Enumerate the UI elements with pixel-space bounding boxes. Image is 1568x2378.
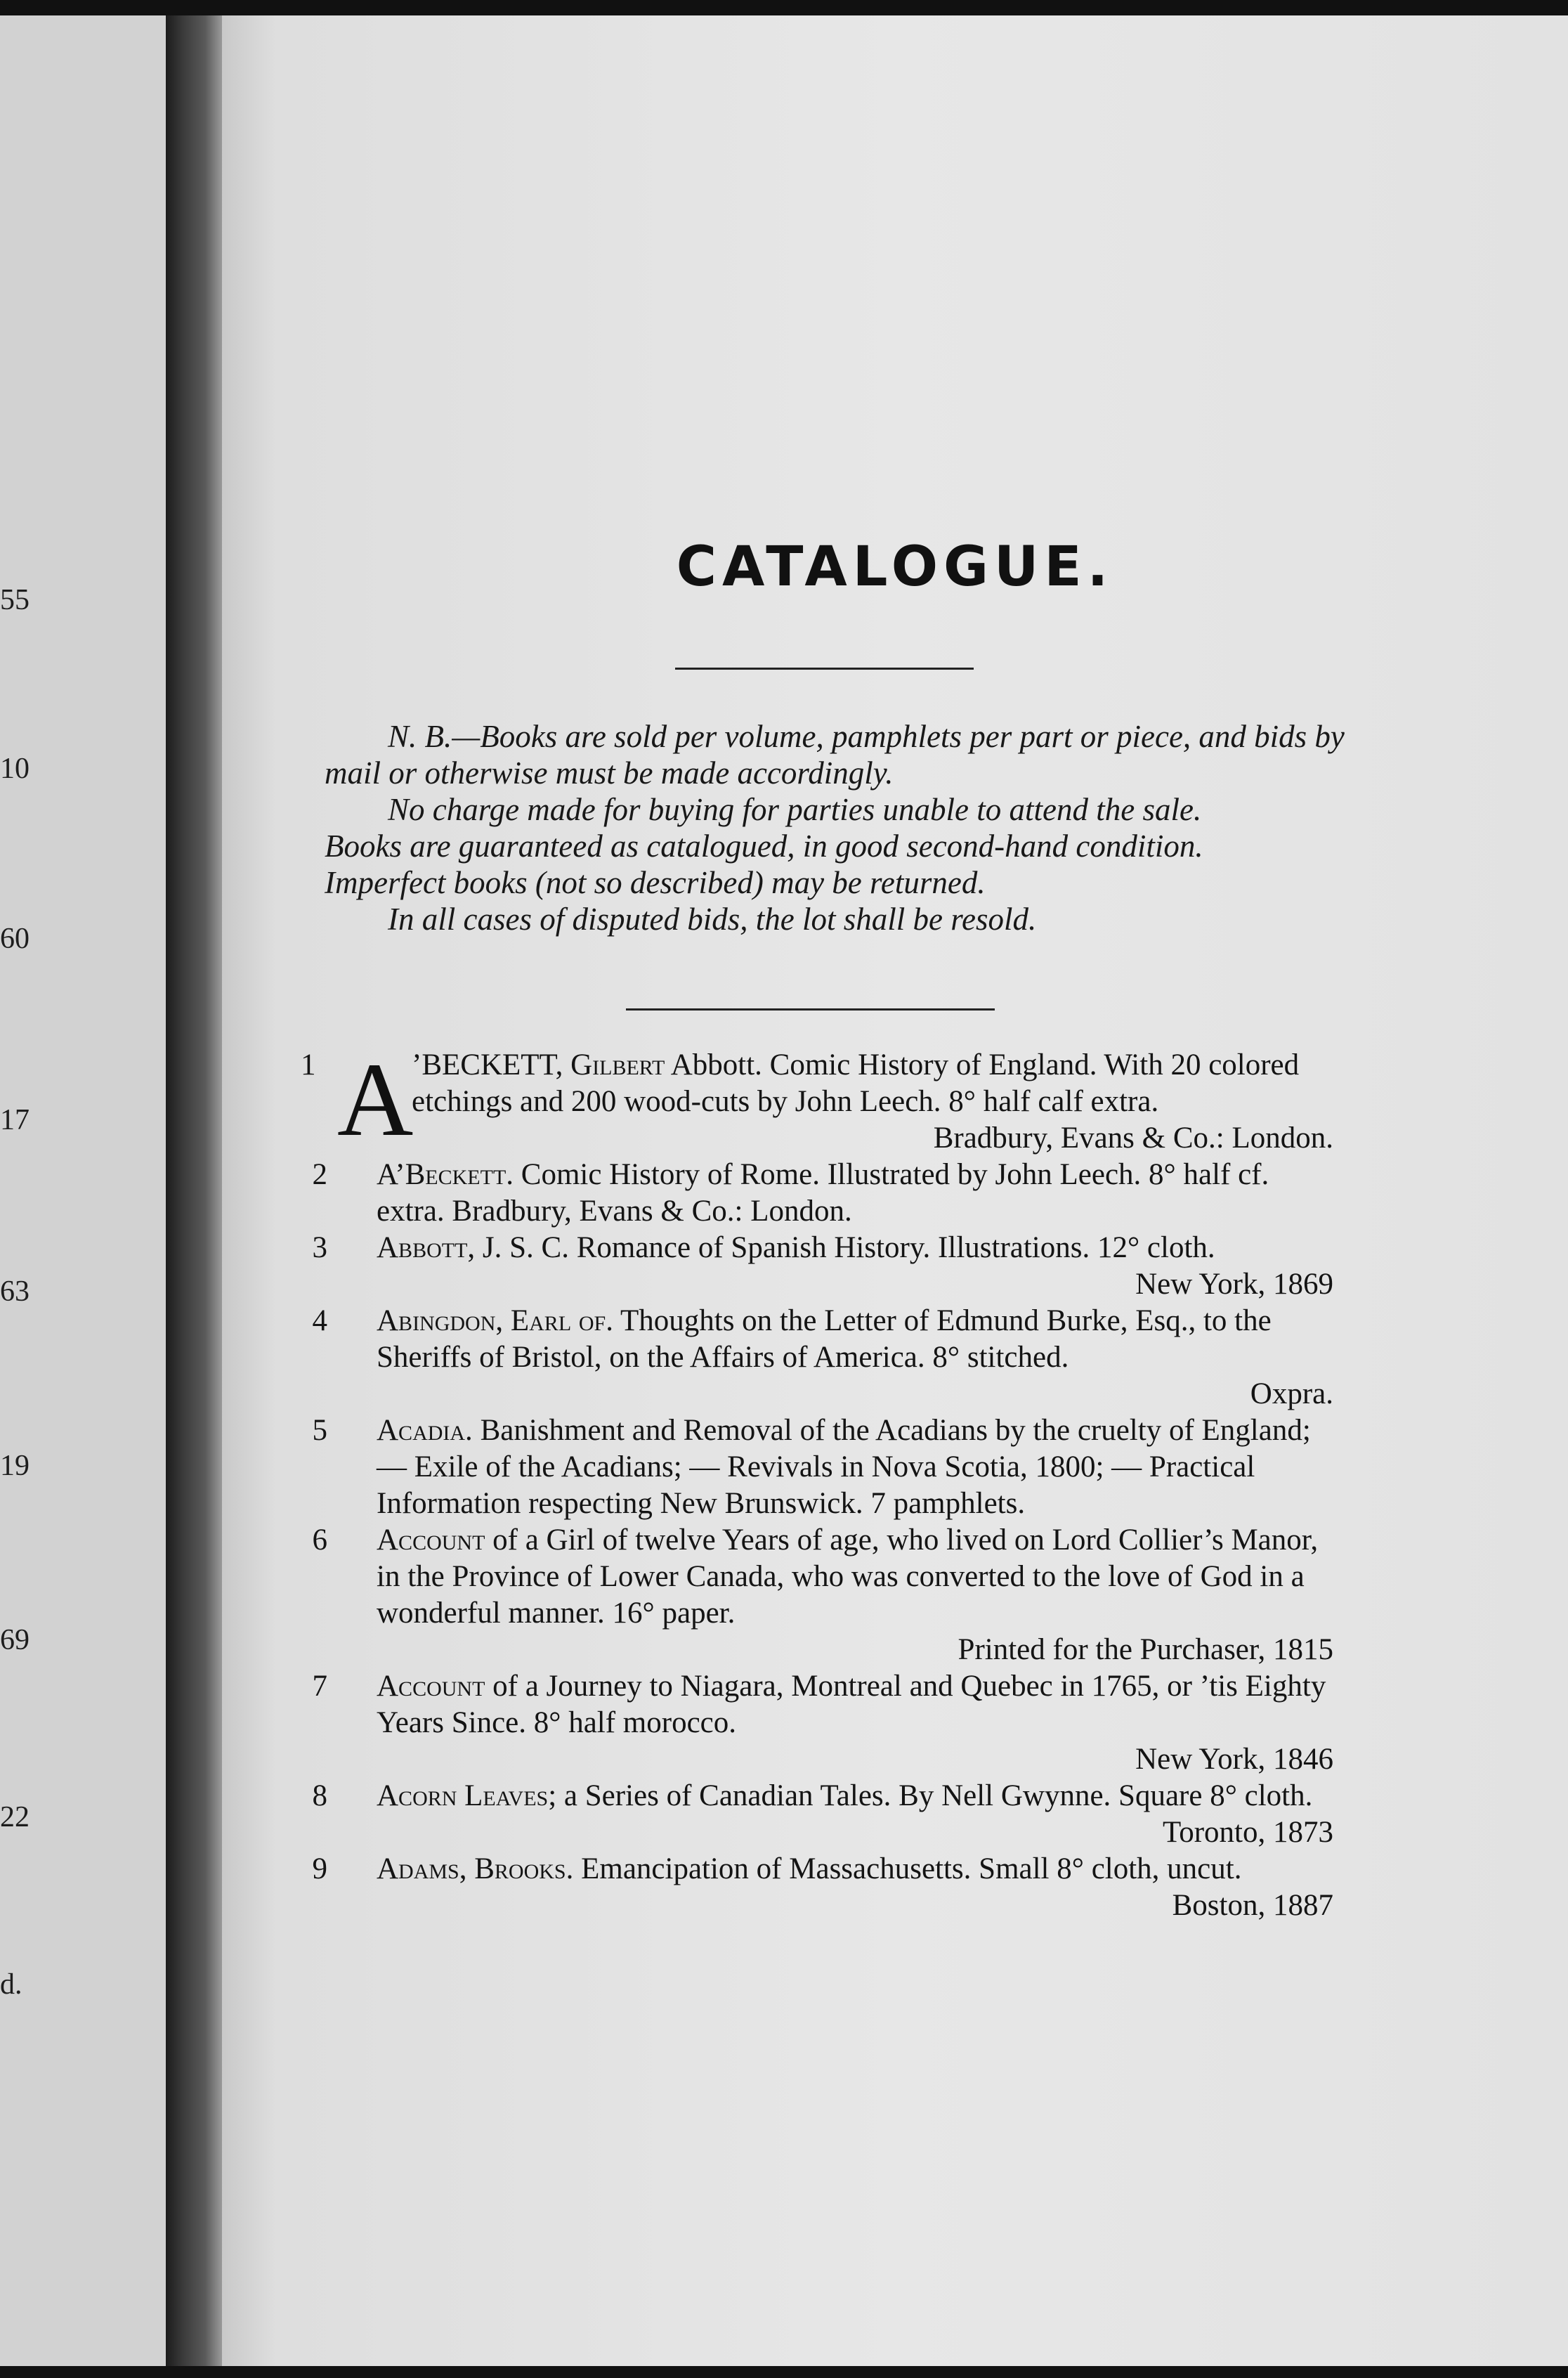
entry-number: 6 [312,1523,327,1557]
entry-heading: Abingdon, Earl of. [377,1304,613,1337]
margin-number: 60 [0,923,30,955]
entry-heading: A’Beckett. [377,1158,514,1191]
entry-imprint: New York, 1846 [1135,1743,1333,1776]
notice-line: Books are guaranteed as catalogued, in good second-hand condition. [325,829,1203,864]
entry-text: Banishment and Removal of the Acadians by the cruelty of England; — Exile of the Acadians; — Revivals in Nova Scotia, 1800; — Practical Information respecting New Brunswick. 7 pamphlets. [377,1414,1311,1520]
margin-number: 17 [0,1104,30,1136]
entry-heading: Account [377,1670,485,1703]
entry-imprint: New York, 1869 [1135,1268,1333,1301]
catalogue-entry [301,1522,1333,1668]
entry-text: Thoughts on the Letter of Edmund Burke, Esq., to the Sheriffs of Bristol, on the Affairs of America. 8° stitched. [377,1304,1272,1374]
catalogue-entry [301,1041,1333,1158]
divider-rule [626,1008,995,1011]
notice-line: No charge made for buying for parties unable to attend the sale. [388,792,1202,827]
entry-heading: Account [377,1523,485,1557]
entry-number: 1 [301,1048,316,1081]
notice-line: Imperfect books (not so described) may be returned. [325,865,986,900]
catalogue-entry [301,1157,1333,1230]
entry-imprint: Oxpra. [1250,1377,1333,1410]
margin-number: 69 [0,1624,30,1656]
entry-heading: ’BECKETT, Gilbert [412,1048,665,1081]
entry-number: 8 [312,1779,327,1812]
catalogue-entry [301,1778,1333,1851]
margin-number: 19 [0,1450,30,1482]
catalogue-entry [301,1851,1333,1924]
catalogue-entries [301,1041,1333,1924]
divider-rule [675,668,974,670]
entry-text: Comic History of Rome. Illustrated by John Leech. 8° half cf. extra. Bradbury, Evans & Co.: London. [377,1158,1269,1228]
margin-number: 55 [0,584,30,616]
entry-text: Emancipation of Massachusetts. Small 8° cloth, uncut. [581,1852,1242,1885]
page-title: CATALOGUE. [676,535,1114,599]
entry-text: Romance of Spanish History. Illustrations. 12° cloth. [576,1231,1215,1264]
entry-number: 4 [312,1304,327,1337]
drop-cap: A [337,1041,414,1158]
entry-imprint: Bradbury, Evans & Co.: London. [933,1122,1333,1155]
notice-block [325,718,1350,937]
entry-heading: Abbott, J. S. C. [377,1231,569,1264]
catalogue-entry [301,1412,1333,1522]
entry-imprint: Toronto, 1873 [1162,1816,1333,1849]
entry-heading: Adams, Brooks. [377,1852,574,1885]
entry-number: 7 [312,1670,327,1703]
entry-number: 2 [312,1158,327,1191]
margin-number: 63 [0,1275,30,1308]
entry-imprint: Printed for the Purchaser, 1815 [958,1633,1333,1666]
catalogue-entry [301,1303,1333,1412]
margin-number: d. [0,1968,22,2001]
catalogue-page [222,15,1568,2366]
left-page-fragment [0,15,169,2366]
entry-heading: Acorn Leaves; [377,1779,557,1812]
margin-number: 22 [0,1801,30,1833]
entry-number: 9 [312,1852,327,1885]
entry-number: 5 [312,1414,327,1447]
entry-text: a Series of Canadian Tales. By Nell Gwynne. Square 8° cloth. [563,1779,1313,1812]
entry-text: Abbott. Comic History of England. With 20 colored etchings and 200 wood-cuts by John Leech. 8° half calf extra. [412,1048,1300,1118]
book-gutter [166,15,222,2366]
margin-number: 10 [0,753,30,785]
catalogue-entry [301,1230,1333,1303]
entry-number: 3 [312,1231,327,1264]
notice-line: N. B.—Books are sold per volume, pamphlets per part or piece, and bids by mail or otherwise must be made accordingly. [325,719,1345,791]
entry-heading: Acadia. [377,1414,473,1447]
catalogue-entry [301,1668,1333,1778]
notice-line: In all cases of disputed bids, the lot shall be resold. [388,902,1037,937]
entry-text: of a Girl of twelve Years of age, who lived on Lord Collier’s Manor, in the Province of Lower Canada, who was converted to the love of God in a wonderful manner. 16° paper. [377,1523,1319,1630]
entry-imprint: Boston, 1887 [1172,1889,1333,1922]
entry-text: of a Journey to Niagara, Montreal and Quebec in 1765, or ’tis Eighty Years Since. 8° half morocco. [377,1670,1326,1739]
